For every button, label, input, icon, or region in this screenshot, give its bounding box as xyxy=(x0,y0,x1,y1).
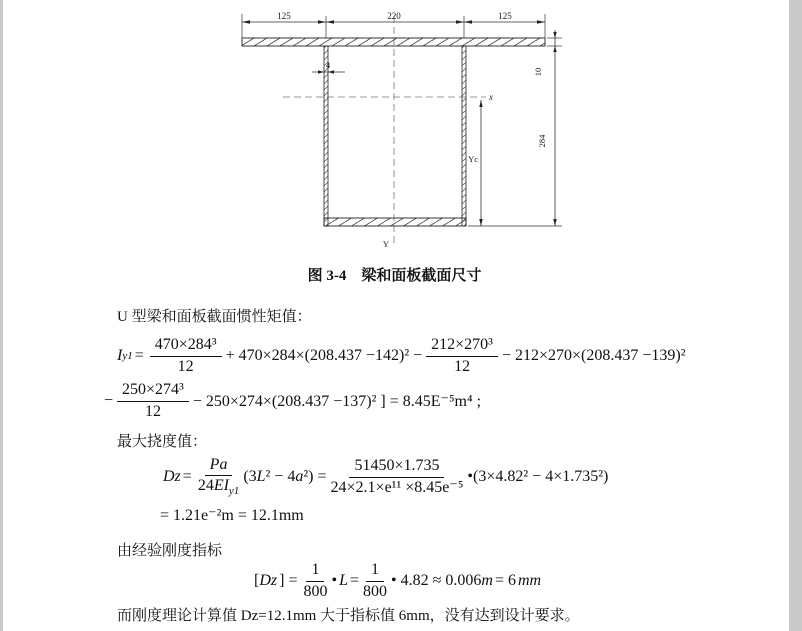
page-edge-left xyxy=(0,0,3,631)
iy1-lhs: I xyxy=(117,347,123,364)
dz-paren-open: (3 xyxy=(243,468,257,485)
bottom-flange xyxy=(324,218,466,226)
paragraph-inertia-intro: U 型梁和面板截面惯性矩值： xyxy=(117,309,312,325)
paragraph-conclusion: 而刚度理论计算值 Dz=12.1mm 大于指标值 6mm，没有达到设计要求。 xyxy=(117,608,580,624)
dim-web-4: 4 xyxy=(325,60,331,70)
top-plate xyxy=(242,38,545,46)
iy1-mid2: − 212×270×(208.437 −139)² xyxy=(501,347,686,364)
dz-paren-mid: ² − 4 xyxy=(265,468,296,485)
formula-dz-line2 xyxy=(160,503,304,527)
lim-tail1: • 4.82 ≈ 0.006 xyxy=(391,572,482,589)
dz-paren-close: ²) = xyxy=(303,468,327,485)
lim-m1: m xyxy=(481,572,493,589)
paragraph-deflection-intro: 最大挠度值： xyxy=(117,434,208,450)
lim-frac2: $\frac{1}{800}$ xyxy=(363,561,388,600)
dz-frac1: $\frac{Pa}{24EI_{y1}}$ xyxy=(197,455,240,498)
figure-caption: 图 3-4 梁和面板截面尺寸 xyxy=(307,268,482,284)
beam-cross-section-drawing xyxy=(228,6,573,261)
label-x-axis: x xyxy=(489,92,493,102)
dim-plate-10: 10 xyxy=(533,67,543,77)
lim-dot1: • xyxy=(331,572,338,589)
lim-frac1: $\frac{1}{800}$ xyxy=(303,561,328,600)
page-edge-right xyxy=(789,0,802,631)
label-yc: Yc xyxy=(468,154,478,164)
dz-result: = 1.21e⁻²m = 12.1mm xyxy=(160,507,304,524)
dim-125-left: 125 xyxy=(277,11,291,21)
dim-depth-284: 284 xyxy=(537,134,547,148)
dz-frac2: $\frac{51450\times 1.735}{\text{24×2.1×e¹¹ ×8.45e⁻⁵}}$ xyxy=(330,457,464,496)
dim-220: 220 xyxy=(387,11,401,21)
dz-tail: •(3×4.82² − 4×1.735²) xyxy=(467,468,609,485)
label-y-axis: Y xyxy=(382,239,389,249)
dz-eq1: = xyxy=(182,468,192,485)
formula-dz-limit xyxy=(254,557,541,605)
centerlines xyxy=(283,16,486,247)
lim-eq2: = xyxy=(349,572,360,589)
iy1-mid1: + 470×284×(208.437 −142)² − xyxy=(225,347,423,364)
dim-125-right: 125 xyxy=(498,11,512,21)
iy1-lhs-sub: y1 xyxy=(122,350,133,362)
paragraph-stiffness-intro: 由经验刚度指标 xyxy=(117,543,223,559)
lim-close: ] = xyxy=(279,572,298,589)
iy1-frac2: $\frac{\text{212×270³}}{12}$ xyxy=(426,336,498,376)
dz-var-l: L xyxy=(256,468,266,485)
left-web xyxy=(324,46,328,226)
dz-lhs: Dz xyxy=(163,468,181,485)
lim-var: Dz xyxy=(259,572,278,589)
iy1-eq: = xyxy=(134,347,144,364)
iy1-frac3: $\frac{\text{250×274³}}{12}$ xyxy=(117,381,189,421)
lim-var-l: L xyxy=(339,572,348,589)
formula-dz-line1 xyxy=(163,452,608,502)
iy1-frac1: $\frac{\text{470×284³}}{12}$ xyxy=(150,336,222,376)
formula-iy1-line2 xyxy=(104,377,481,425)
iy1-line2-tail: − 250×274×(208.437 −137)² ] = 8.45E⁻⁵m⁴ ; xyxy=(192,393,482,410)
lim-tail2: = 6 xyxy=(494,572,516,589)
right-web xyxy=(462,46,466,226)
cross-section-svg xyxy=(228,6,573,256)
lim-open: [ xyxy=(254,572,260,589)
formula-iy1-line1 xyxy=(117,331,686,381)
dimension-arrows xyxy=(242,20,557,226)
iy1-line2-lead: − xyxy=(104,392,114,409)
dimension-lines xyxy=(242,22,555,226)
dz-var-a: a xyxy=(295,468,304,485)
lim-m2: mm xyxy=(518,572,542,589)
